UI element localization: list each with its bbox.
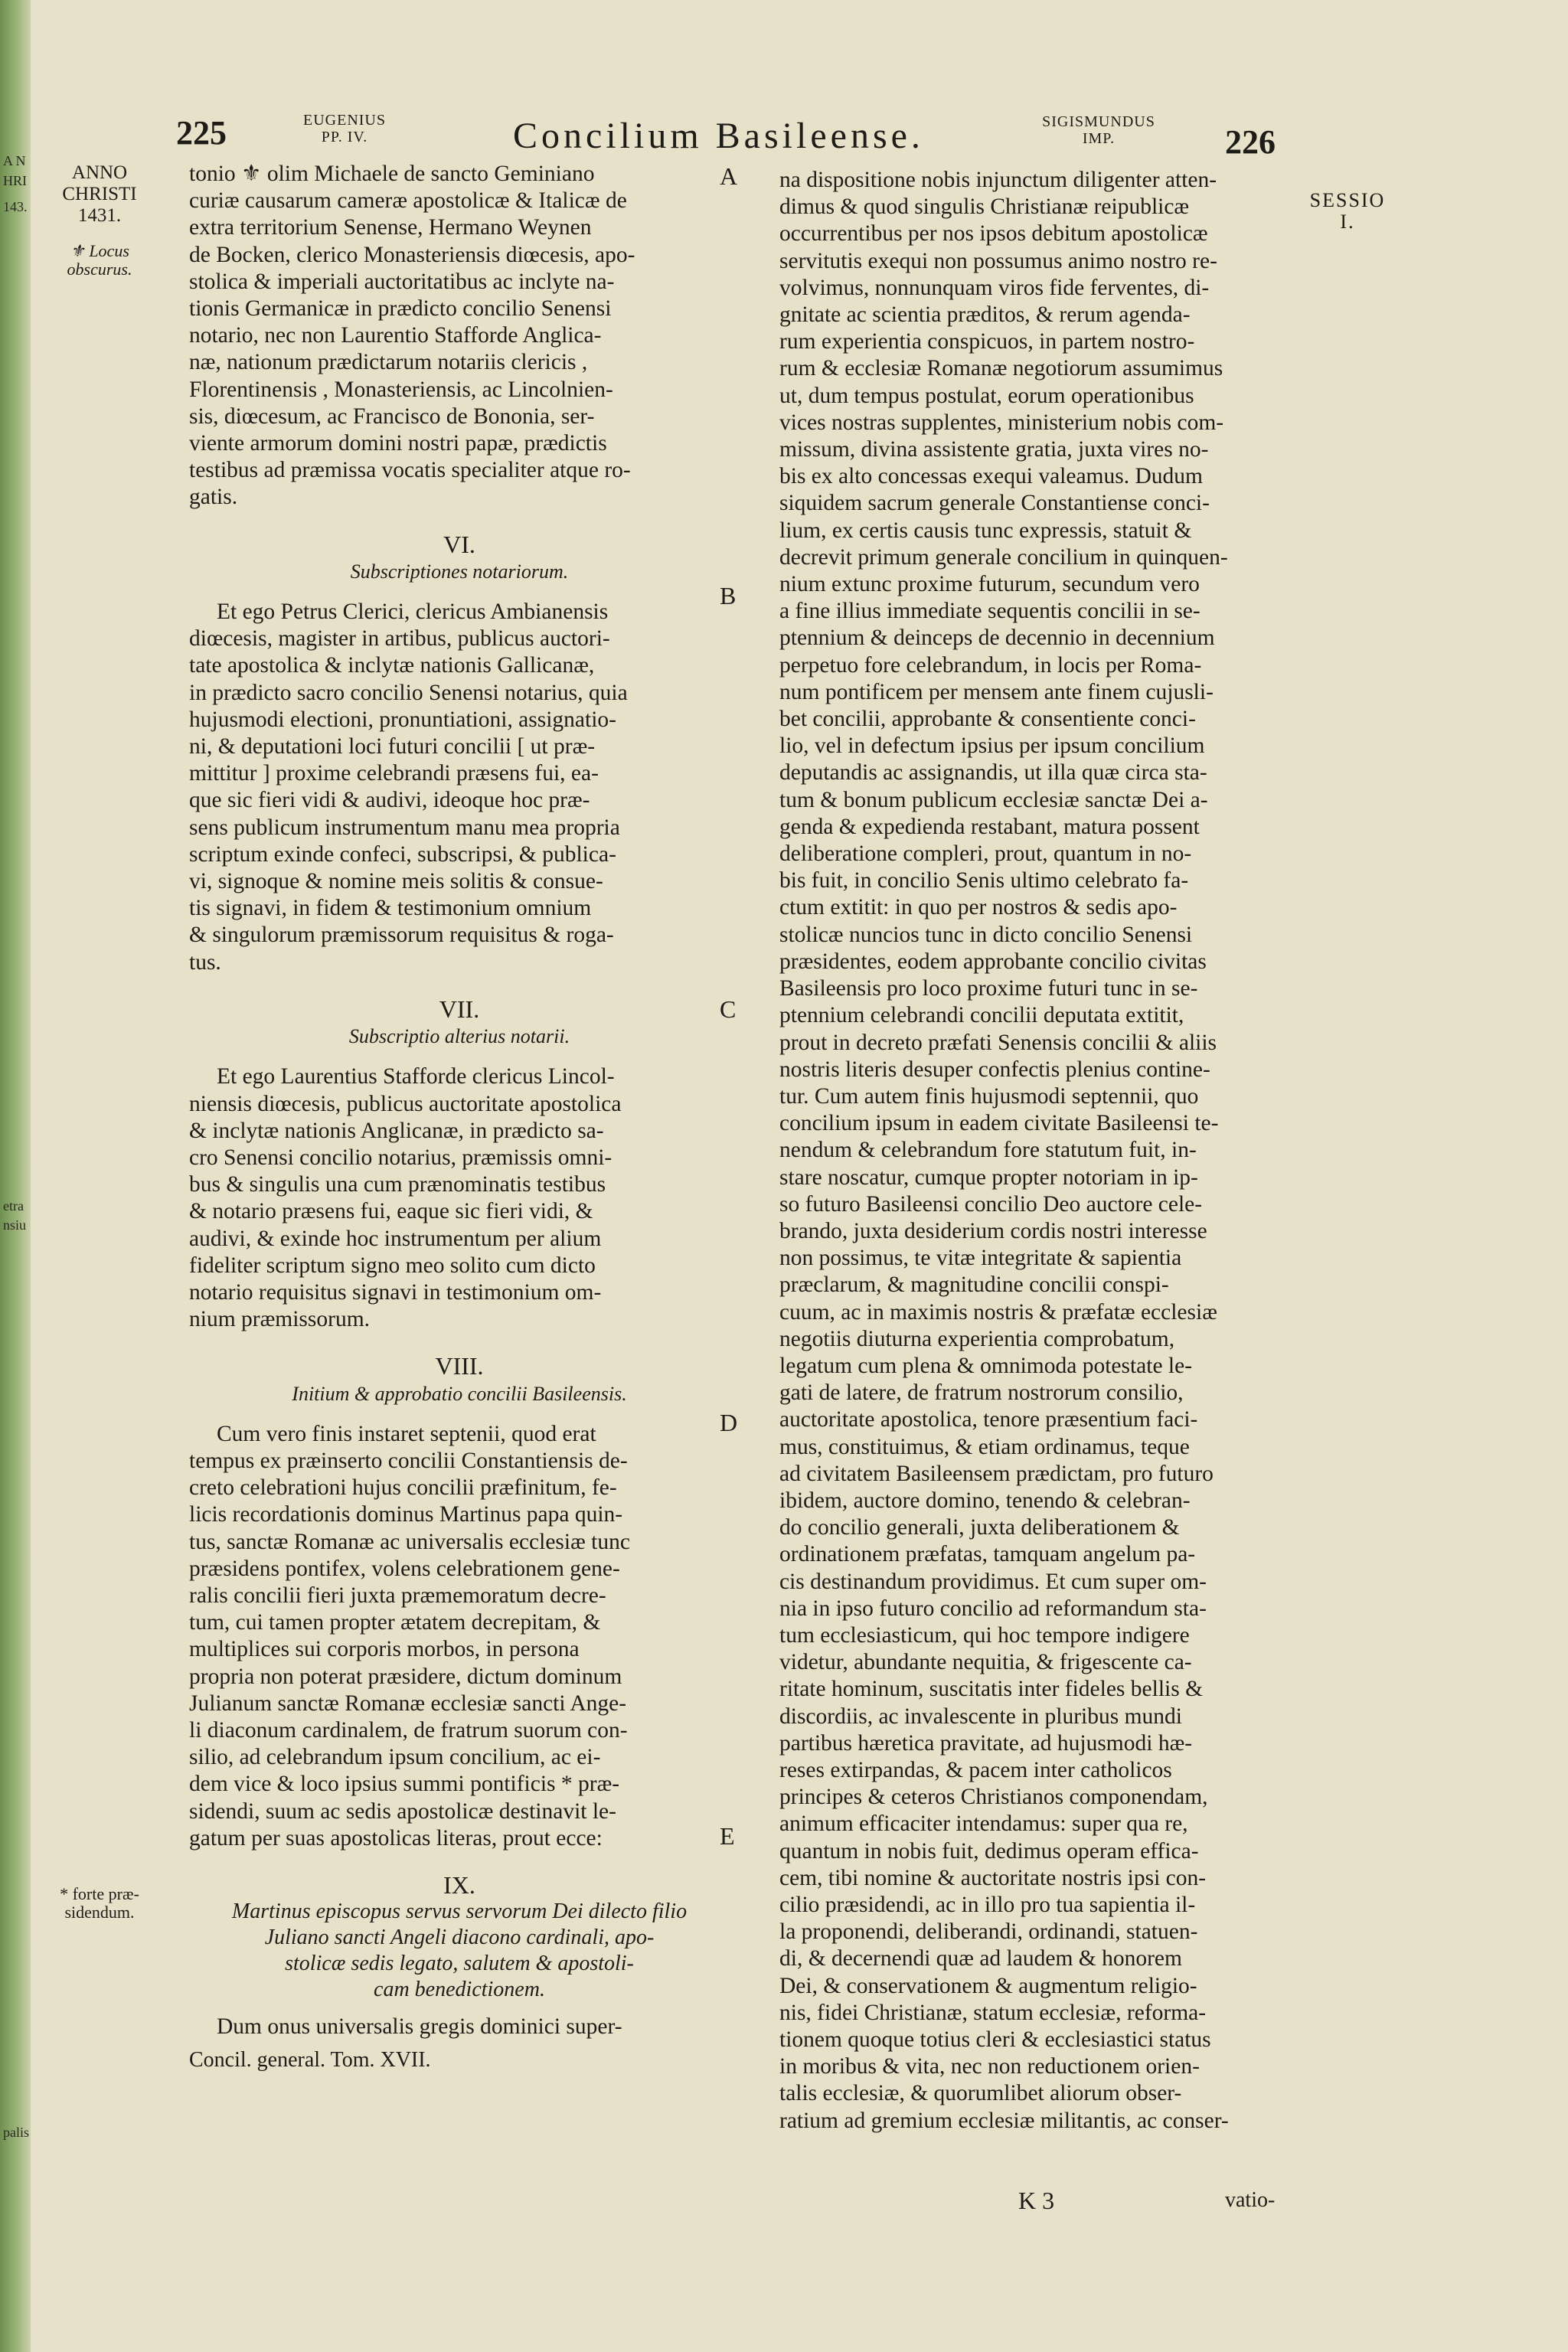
text-line: ctum extitit: in quo per nostros & sedis apo- (779, 895, 1178, 920)
text-line: ibidem, auctore domino, tenendo & celebran- (779, 1488, 1191, 1513)
text-line: tionem quoque totius cleri & ecclesiastici status (779, 2027, 1211, 2053)
footer-volume: Concil. general. Tom. XVII. (189, 2048, 431, 2073)
text-line: do concilio generali, juxta deliberationem & (779, 1515, 1180, 1540)
text-line: discordiis, ac invalescente in pluribus mundi (779, 1704, 1182, 1729)
text-line: brando, juxta desiderium cordis nostri interesse (779, 1218, 1207, 1243)
text-line: legatum cum plena & omnimoda potestate le- (779, 1353, 1193, 1378)
edge-text: nsiu (3, 1217, 27, 1233)
left-column (189, 161, 730, 2074)
text-line: bis ex alto concessas exequi valeamus. Dudum (779, 464, 1203, 489)
text-line: gati de latere, de fratrum nostrorum consilio, (779, 1380, 1184, 1406)
text-line: volvimus, nonnunquam viros fide ferventes, di- (779, 275, 1210, 300)
signature-mark: K 3 (1018, 2187, 1055, 2214)
section-ix-first-line: Dum onus universalis gregis dominici super- (217, 2014, 622, 2040)
text-line: missum, divina assistente gratia, juxta vires no- (779, 437, 1209, 462)
text-line: vices nostras supplentes, ministerium nobis com- (779, 410, 1224, 435)
header-right-note: SIGISMUNDUS IMP. (1042, 113, 1155, 147)
text-line: perpetuo fore celebrandum, in locis per Roma- (779, 652, 1202, 678)
text-line: rum & ecclesiæ Romanæ negotiorum assumimus (779, 356, 1223, 381)
margin-locus-obscurus: ⚜ Locus obscurus. (67, 241, 132, 279)
section-number-vii: VII. (439, 995, 480, 1023)
section-title-vi: Subscriptiones notariorum. (350, 560, 569, 583)
text-line: nis, fidei Christianæ, statum ecclesiæ, reforma- (779, 2000, 1207, 2025)
right-column (779, 167, 1320, 2135)
text-line: talis ecclesiæ, & quorumlibet aliorum obser- (779, 2081, 1182, 2106)
text-line: reses extirpandas, & pacem inter catholicos (779, 1757, 1172, 1782)
edge-text: etra (3, 1198, 24, 1214)
text-line: partibus hæretica pravitate, ad hujusmodi hæ- (779, 1730, 1193, 1756)
text-line: so futuro Basileensi concilio Deo auctore cele- (779, 1191, 1203, 1217)
section-vii-paragraph: Et ego Laurentius Stafforde clericus Lincol- niensis diœcesis, publicus auctoritate apostolica & inclytæ nationis Anglicanæ, in prædicto sa- cro Senensi concilio notarius, præmissis omni- bus & singulis una cum prænominatis testibus & notario præsens fui, eaque sic fieri vidi, & audivi, & exinde hoc instrumentum per alium fideliter scriptum signo meo solito cum dicto notario requisitus signavi in testimonium om- nium præmissorum. (189, 1064, 622, 1332)
text-line: negotiis diuturna experientia comprobatum, (779, 1326, 1175, 1351)
text-line: nostris literis desuper confectis plenius contine- (779, 1057, 1210, 1082)
section-letter-a: A (720, 162, 738, 190)
text-line: cis destinandum providimus. Et cum super om- (779, 1569, 1207, 1594)
text-line: deliberatione compleri, prout, quantum in no- (779, 841, 1192, 867)
running-title: Concilium Basileense. (513, 116, 924, 156)
text-line: stare noscatur, cumque propter notoriam in ip- (779, 1165, 1198, 1190)
text-line: gnitate ac scientia præditos, & rerum agenda- (779, 302, 1191, 328)
section-number-ix: IX. (443, 1870, 475, 1899)
text-line: decrevit primum generale concilium in quinquen- (779, 544, 1228, 570)
text-line: na dispositione nobis injunctum diligenter atten- (779, 168, 1217, 192)
edge-text: palis (3, 2125, 29, 2140)
text-line: bet concilii, approbante & consentiente conci- (779, 707, 1196, 732)
text-line: genda & expedienda restabant, matura possent (779, 814, 1200, 839)
text-line: tum ecclesiasticum, qui hoc tempore indigere (779, 1622, 1190, 1648)
text-line: Basileensis pro loco proxime futuri tunc in se- (779, 976, 1198, 1001)
section-letter-e: E (720, 1822, 735, 1850)
text-line: occurrentibus per nos ipsos debitum apostolicæ (779, 221, 1208, 247)
text-line: cilio præsidendi, ac in illo pro tua sapientia il- (779, 1893, 1196, 1917)
text-line: nia in ipso futuro concilio ad reformandum sta- (779, 1596, 1207, 1621)
book-page (31, 0, 1568, 2352)
left-page-number: 225 (176, 114, 227, 152)
text-line: siquidem sacrum generale Constantiense conci- (779, 491, 1210, 516)
text-line: cem, tibi nomine & auctoritate nostris ipsi con- (779, 1865, 1207, 1890)
papal-salutation: Martinus episcopus servus servorum Dei dilecto filio Juliano sancti Angeli diacono cardinali, apo- stolicæ sedis legato, salutem & apostoli- cam benedictionem. (231, 1900, 688, 2002)
text-line: quantum in nobis fuit, dedimus operam effica- (779, 1838, 1199, 1864)
text-line: auctoritate apostolica, tenore præsentium faci- (779, 1407, 1198, 1432)
text-line: videtur, abundante nequitia, & frigescente ca- (779, 1650, 1192, 1675)
text-line: præclarum, & magnitudine concilii conspi- (779, 1272, 1169, 1298)
text-line: animum efficaciter intendamus: super qua re, (779, 1811, 1188, 1837)
text-line: ptennium celebrandi concilii deputata extitit, (779, 1003, 1184, 1028)
margin-sessio: SESSIO I. (1309, 189, 1386, 233)
text-line: in moribus & vita, nec non reductionem orien- (779, 2054, 1200, 2079)
section-number-vi: VI. (443, 530, 475, 558)
edge-text: A N (3, 153, 26, 168)
margin-forte-praesidendum: * forte præ- sidendum. (60, 1884, 139, 1922)
text-line: ritate hominum, suscitatis inter fideles bellis & (779, 1677, 1204, 1702)
text-line: bis fuit, in concilio Senis ultimo celebrato fa- (779, 868, 1189, 893)
text-line: principes & ceteros Christianos componendam, (779, 1785, 1208, 1810)
opening-paragraph: tonio ⚜ olim Michaele de sancto Geminiano curiæ causarum cameræ apostolicæ & Italicæ de extra territorium Senense, Hermano Weynen de Bocken, clerico Monasteriensis diœcesis, apo- stolica & imperiali auctoritatibus ac inclyte na- tionis Germanicæ in prædicto concilio Senensi notario, nec non Laurentio Stafforde Anglica- næ, nationum prædictarum notariis clericis , Florentinensis , Monasteriensis, ac Lincolnien- sis, diœcesum, ac Francisco de Bononia, ser- viente armorum domini nostri papæ, prædictis testibus ad præmissa vocatis specialiter atque ro- gatis. (189, 162, 635, 510)
text-line: præsidentes, eodem approbante concilio civitas (779, 949, 1207, 974)
text-line: ordinationem præfatas, tamquam angelum pa- (779, 1542, 1196, 1567)
text-line: ad civitatem Basileensem prædictam, pro futuro (779, 1461, 1214, 1486)
text-line: tum & bonum publicum ecclesiæ sanctæ Dei a- (779, 787, 1208, 812)
section-letter-b: B (720, 582, 737, 609)
text-line: num pontificem per mensem ante finem cujusli- (779, 679, 1214, 704)
margin-anno-christi: ANNO CHRISTI 1431. (62, 162, 137, 226)
text-line: a fine illius immediate sequentis concilii in se- (779, 599, 1200, 624)
section-title-vii: Subscriptio alterius notarii. (348, 1025, 570, 1048)
text-line: lio, vel in defectum ipsius per ipsum concilium (779, 733, 1205, 759)
section-title-viii: Initium & approbatio concilii Basileensis. (292, 1382, 627, 1405)
previous-page-edge (0, 0, 31, 2352)
text-line: di, & decernendi quæ ad laudem & honorem (779, 1946, 1182, 1971)
edge-text: HRI (3, 173, 27, 188)
section-vi-paragraph: Et ego Petrus Clerici, clericus Ambianensis diœcesis, magister in artibus, publicus auctori- tate apostolica & inclytæ nationis Gallicanæ, in prædicto sacro concilio Senensi notarius, quia hujusmodi electioni, pronuntiationi, assignatio- ni, & deputationi loci futuri concilii [ ut præ- mittitur ] proxime celebrandi præsens fui, ea- que sic fieri vidi & audivi, ideoque hoc præ- sens publicum instrumentum manu mea propria scriptum exinde confeci, subscripsi, & publica- vi, signoque & nomine meis solitis & consue- tis signavi, in fidem & testimonium omnium & singulorum præmissorum requisitus & roga- tus. (189, 599, 628, 975)
section-letter-d: D (720, 1409, 738, 1436)
edge-text: 143. (3, 199, 28, 214)
section-viii-paragraph: Cum vero finis instaret septenii, quod erat tempus ex præinserto concilii Constantiensis de- creto celebrationi hujus concilii præfinitum, fe- licis recordationis dominus Martinus papa quin- tus, sanctæ Romanæ ac universalis ecclesiæ tunc præsidens pontifex, volens celebrationem gene- ralis concilii fieri juxta præmemoratum decre- tum, cui tamen propter ætatem decrepitam, & multiplices sui corporis morbos, in persona propria non poterat præsidere, dictum dominum Julianum sanctæ Romanæ ecclesiæ sancti Ange- li diaconum cardinalem, de fratrum suorum con- silio, ad celebrandum ipsum concilium, ac ei- dem vice & loco ipsius summi pontificis * præ- sidendi, suum ac sedis apostolicæ destinavit le- gatum per suas apostolicas literas, prout ecce: (189, 1421, 630, 1851)
section-number-viii: VIII. (435, 1352, 484, 1380)
text-line: non possimus, te vitæ integritate & sapientia (779, 1246, 1182, 1271)
text-line: ratium ad gremium ecclesiæ militantis, ac conser- (779, 2108, 1229, 2133)
text-line: mus, constituimus, & etiam ordinamus, teque (779, 1434, 1190, 1459)
section-letter-c: C (720, 995, 737, 1023)
text-line: nium extunc proxime futurum, secundum vero (779, 572, 1200, 597)
text-line: ut, dum tempus postulat, eorum operationibus (779, 383, 1194, 408)
text-line: tur. Cum autem finis hujusmodi septennii, quo (779, 1083, 1199, 1109)
catchword: vatio- (1225, 2188, 1276, 2212)
text-line: prout in decreto præfati Senensis concilii & aliis (779, 1030, 1217, 1055)
text-line: Dei, & conservationem & augmentum religio- (779, 1973, 1197, 1998)
text-line: la proponendi, deliberandi, ordinandi, statuen- (779, 1919, 1198, 1945)
text-line: cuum, ac in maximis nostris & præfatæ ecclesiæ (779, 1299, 1217, 1325)
text-line: nendum & celebrandum fore statutum fuit, in- (779, 1138, 1197, 1163)
text-line: ptennium & deinceps de decennio in decennium (779, 626, 1215, 651)
right-page-number: 226 (1225, 123, 1276, 161)
text-line: stolicæ nuncios tunc in dicto concilio Senensi (779, 922, 1193, 947)
text-line: rum experientia conspicuos, in partem nostro- (779, 329, 1195, 354)
text-line: dimus & quod singulis Christianæ reipublicæ (779, 194, 1190, 220)
header-left-note: EUGENIUS PP. IV. (303, 112, 386, 145)
text-line: concilium ipsum in eadem civitate Basileensi te- (779, 1111, 1219, 1136)
text-line: servitutis exequi non possumus animo nostro re- (779, 248, 1217, 273)
text-line: deputandis ac assignandis, ut illa quæ circa sta- (779, 760, 1207, 786)
text-line: lium, ex certis causis tunc expressis, statuit & (779, 518, 1192, 543)
